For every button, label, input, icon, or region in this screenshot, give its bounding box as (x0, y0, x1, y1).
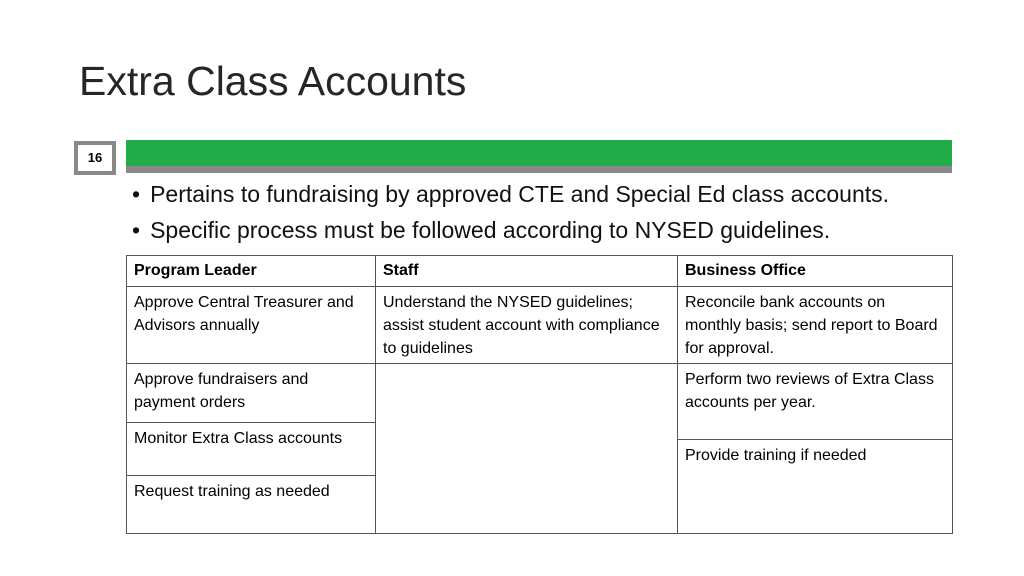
slide-title: Extra Class Accounts (79, 58, 467, 104)
responsibility-table (126, 255, 953, 534)
column-header: Staff (376, 256, 678, 287)
accent-bar (126, 140, 952, 166)
table-row (127, 364, 953, 423)
accent-bar-shadow (126, 166, 952, 173)
bullet-list (132, 176, 889, 248)
table-cell: Understand the NYSED guidelines; assist student account with compliance to guidelines (376, 287, 678, 364)
bullet-item: • Specific process must be followed according to NYSED guidelines. (132, 212, 889, 248)
slide-number-badge (74, 141, 116, 175)
table-cell: Perform two reviews of Extra Class accounts per year. (678, 364, 953, 440)
table-cell: Request training as needed (127, 476, 376, 534)
bullet-item: • Pertains to fundraising by approved CTE and Special Ed class accounts. (132, 176, 889, 212)
column-header: Program Leader (127, 256, 376, 287)
table-cell-empty (376, 364, 678, 534)
table-cell: Approve Central Treasurer and Advisors annually (127, 287, 376, 364)
table-cell: Approve fundraisers and payment orders (127, 364, 376, 423)
slide-number: 16 (78, 145, 112, 171)
table-cell: Monitor Extra Class accounts (127, 423, 376, 476)
table-header-row (127, 256, 953, 287)
table-cell: Provide training if needed (678, 440, 953, 534)
column-header: Business Office (678, 256, 953, 287)
table-cell: Reconcile bank accounts on monthly basis; send report to Board for approval. (678, 287, 953, 364)
table-row (127, 287, 953, 364)
